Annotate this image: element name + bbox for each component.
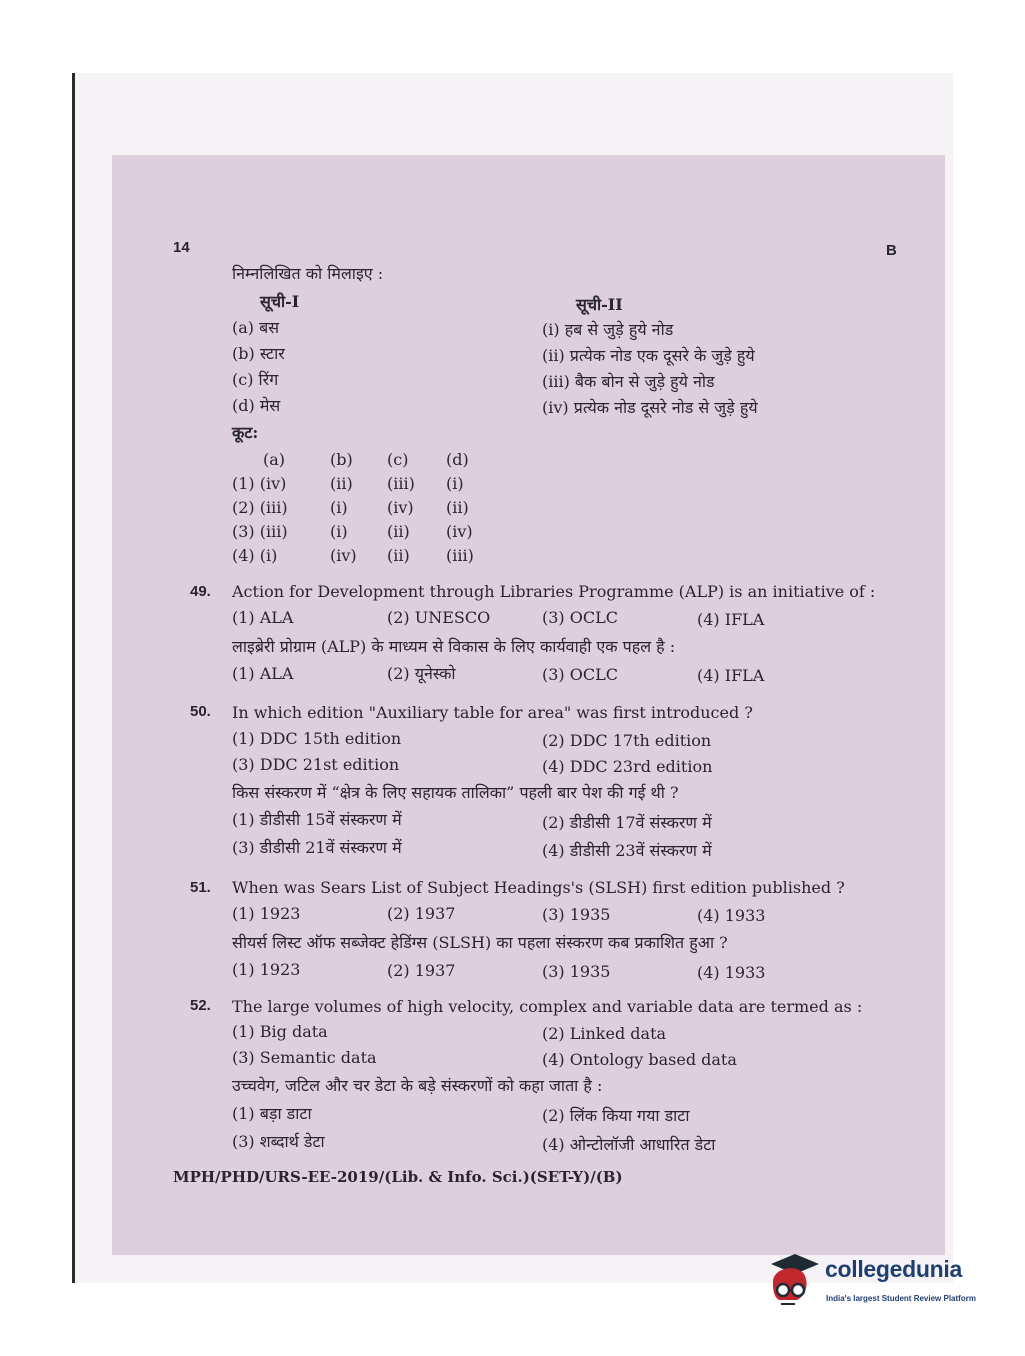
q48-intro: निम्नलिखित को मिलाइए : <box>232 264 384 283</box>
option-en: (3) Semantic data <box>232 1048 377 1067</box>
code-cell: (iii) <box>446 546 474 565</box>
option-hi: (4) 1933 <box>697 963 766 982</box>
footer-code: MPH/PHD/URS-EE-2019/(Lib. & Info. Sci.)(SET-Y)/(B) <box>173 1168 623 1186</box>
option-en: (2) DDC 17th edition <box>542 731 712 750</box>
list2-item: (ii) प्रत्येक नोड एक दूसरे के जुड़े हुये <box>542 346 755 365</box>
code-cell: (iv) <box>330 546 357 565</box>
option-hi: (1) बड़ा डाटा <box>232 1104 312 1123</box>
option-en: (4) IFLA <box>697 610 765 629</box>
option-en: (3) 1935 <box>542 905 611 924</box>
collegedunia-tagline: India's largest Student Review Platform <box>826 1294 976 1303</box>
option-en: (2) Linked data <box>542 1024 667 1043</box>
question-text-en: Action for Development through Libraries Programme (ALP) is an initiative of : <box>232 582 876 601</box>
collegedunia-logo-icon <box>765 1252 821 1310</box>
code-cell: (ii) <box>446 498 469 517</box>
option-en: (3) OCLC <box>542 608 618 627</box>
collegedunia-watermark <box>765 1248 995 1314</box>
option-en: (1) ALA <box>232 608 294 627</box>
option-hi: (4) ओन्टोलॉजी आधारित डेटा <box>542 1135 716 1154</box>
code-cell: (i) <box>330 522 348 541</box>
question-text-hi: उच्चवेग, जटिल और चर डेटा के बड़े संस्करणों को कहा जाता है : <box>232 1076 603 1095</box>
scan-edge <box>72 73 75 1283</box>
question-text-hi: लाइब्रेरी प्रोग्राम (ALP) के माध्यम से विकास के लिए कार्यवाही एक पहल है : <box>232 637 676 656</box>
code-cell: (1) (iv) <box>232 474 287 493</box>
option-hi: (2) लिंक किया गया डाटा <box>542 1106 690 1125</box>
option-hi: (3) डीडीसी 21वें संस्करण में <box>232 838 402 857</box>
option-en: (2) UNESCO <box>387 608 491 627</box>
option-hi: (3) 1935 <box>542 962 611 981</box>
question-text-hi: किस संस्करण में “क्षेत्र के लिए सहायक तालिका” पहली बार पेश की गई थी ? <box>232 783 679 802</box>
list1-heading: सूची-I <box>260 292 300 311</box>
option-hi: (2) 1937 <box>387 961 456 980</box>
code-cell: (2) (iii) <box>232 498 288 517</box>
question-text-en: In which edition "Auxiliary table for area" was first introduced ? <box>232 703 753 722</box>
option-en: (1) DDC 15th edition <box>232 729 402 748</box>
collegedunia-brand: collegedunia <box>825 1256 962 1282</box>
code-cell: (4) (i) <box>232 546 278 565</box>
option-hi: (1) ALA <box>232 664 294 683</box>
code-cell: (i) <box>446 474 464 493</box>
question-text-en: The large volumes of high velocity, complex and variable data are termed as : <box>232 997 863 1016</box>
option-hi: (4) IFLA <box>697 666 765 685</box>
code-cell: (3) (iii) <box>232 522 288 541</box>
code-header: (c) <box>387 450 409 469</box>
code-header: (d) <box>446 450 469 469</box>
code-cell: (i) <box>330 498 348 517</box>
option-hi: (4) डीडीसी 23वें संस्करण में <box>542 841 712 860</box>
code-cell: (iii) <box>387 474 415 493</box>
option-en: (3) DDC 21st edition <box>232 755 400 774</box>
code-header: (b) <box>330 450 353 469</box>
option-hi: (2) यूनेस्को <box>387 664 456 683</box>
list2-item: (i) हब से जुड़े हुये नोड <box>542 320 674 339</box>
list2-heading: सूची-II <box>576 295 623 314</box>
set-letter: B <box>886 242 897 259</box>
code-cell: (ii) <box>330 474 353 493</box>
question-number: 50. <box>190 703 211 720</box>
option-en: (4) 1933 <box>697 906 766 925</box>
list1-item: (d) मेस <box>232 396 281 415</box>
option-hi: (1) डीडीसी 15वें संस्करण में <box>232 810 402 829</box>
option-hi: (2) डीडीसी 17वें संस्करण में <box>542 813 712 832</box>
list2-item: (iii) बैक बोन से जुड़े हुये नोड <box>542 372 715 391</box>
question-text-en: When was Sears List of Subject Headings's (SLSH) first edition published ? <box>232 878 845 897</box>
list2-item: (iv) प्रत्येक नोड दूसरे नोड से जुड़े हुये <box>542 398 758 417</box>
code-cell: (ii) <box>387 546 410 565</box>
option-hi: (1) 1923 <box>232 960 301 979</box>
option-hi: (3) शब्दार्थ डेटा <box>232 1132 325 1151</box>
code-cell: (iv) <box>387 498 414 517</box>
code-cell: (iv) <box>446 522 473 541</box>
question-number: 49. <box>190 583 211 600</box>
option-en: (1) Big data <box>232 1022 328 1041</box>
code-cell: (ii) <box>387 522 410 541</box>
code-label: कूट: <box>232 423 259 442</box>
list1-item: (c) रिंग <box>232 370 279 389</box>
option-en: (4) Ontology based data <box>542 1050 737 1069</box>
question-number: 51. <box>190 879 211 896</box>
code-header: (a) <box>263 450 286 469</box>
option-en: (4) DDC 23rd edition <box>542 757 713 776</box>
list1-item: (a) बस <box>232 318 280 337</box>
page-number: 14 <box>173 239 190 256</box>
option-en: (2) 1937 <box>387 904 456 923</box>
option-hi: (3) OCLC <box>542 665 618 684</box>
option-en: (1) 1923 <box>232 904 301 923</box>
question-number: 52. <box>190 997 211 1014</box>
list1-item: (b) स्टार <box>232 344 285 363</box>
question-text-hi: सीयर्स लिस्ट ऑफ सब्जेक्ट हेडिंग्स (SLSH) का पहला संस्करण कब प्रकाशित हुआ ? <box>232 933 728 952</box>
